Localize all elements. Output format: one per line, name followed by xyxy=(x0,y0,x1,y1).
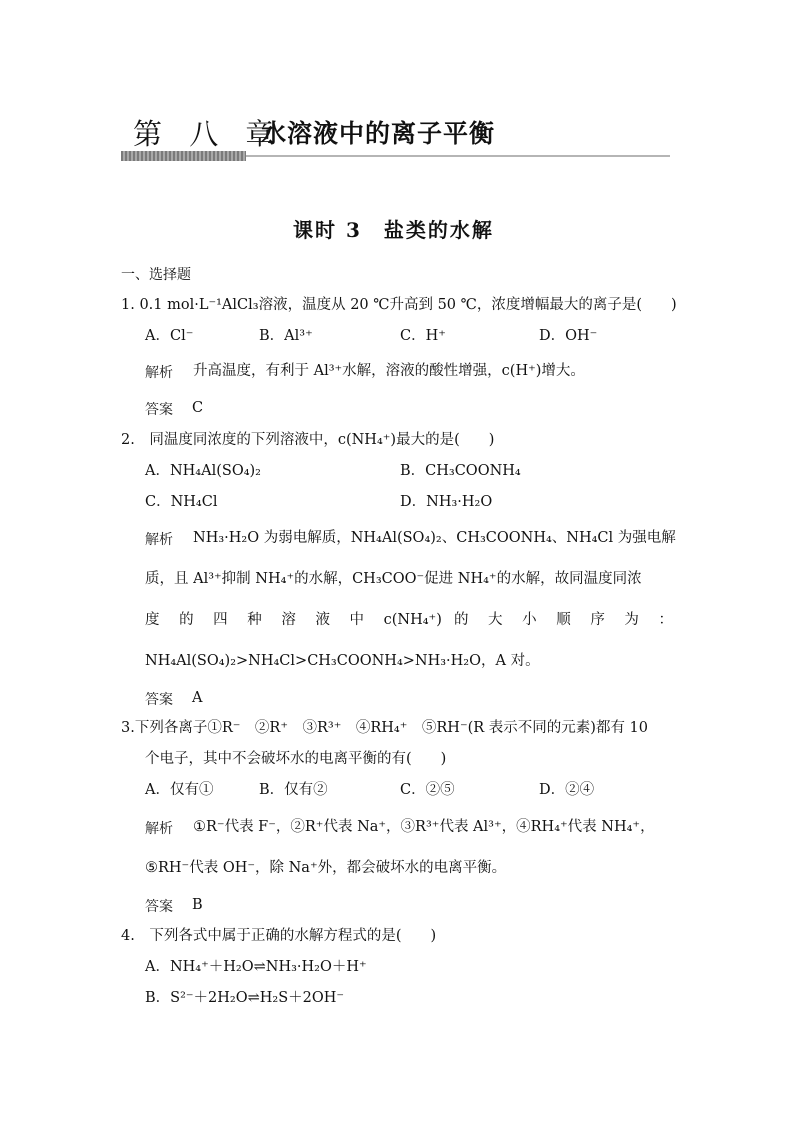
question-1-answer: C xyxy=(192,400,204,416)
question-2-option-d: D．NH₃·H₂O xyxy=(400,494,493,510)
question-2-option-a: A．NH₄Al(SO₄)₂ xyxy=(145,463,261,479)
question-3-analysis-line: ⑤RH⁻代表 OH⁻，除 Na⁺外，都会破坏水的电离平衡。 xyxy=(145,860,507,876)
question-1-answer-label: 答案 xyxy=(145,402,173,418)
question-1-option-c: C．H⁺ xyxy=(400,328,446,344)
header-rule-thick xyxy=(121,151,246,161)
question-1-option-a: A．Cl⁻ xyxy=(145,328,194,344)
question-2-answer-label: 答案 xyxy=(145,692,173,708)
question-3-stem-line: 3.下列各离子①R⁻ ②R⁺ ③R³⁺ ④RH₄⁺ ⑤RH⁻(R 表示不同的元素)都有 10 xyxy=(121,720,649,736)
question-3-stem-line: 个电子，其中不会破坏水的电离平衡的有( ) xyxy=(145,751,447,767)
question-2-analysis-label: 解析 xyxy=(145,532,173,548)
question-2-analysis-line: 度 的 四 种 溶 液 中 c(NH₄⁺) 的 大 小 顺 序 为 ： xyxy=(145,612,673,628)
question-4-option-b: B．S²⁻＋2H₂O⇌H₂S＋2OH⁻ xyxy=(145,990,345,1006)
section-title: 一、选择题 xyxy=(121,267,191,283)
question-4-option-a: A．NH₄⁺＋H₂O⇌NH₃·H₂O＋H⁺ xyxy=(145,959,367,975)
question-2-answer: A xyxy=(192,690,203,706)
chapter-title: 水溶液中的离子平衡 xyxy=(261,119,496,148)
question-1-analysis-label: 解析 xyxy=(145,365,173,381)
question-2-analysis-line: NH₄Al(SO₄)₂>NH₄Cl>CH₃COONH₄>NH₃·H₂O，A 对。 xyxy=(145,653,540,669)
chapter-label: 第 八 章 xyxy=(133,117,284,151)
question-1-option-d: D．OH⁻ xyxy=(539,328,598,344)
question-3-answer-label: 答案 xyxy=(145,899,173,915)
question-1-analysis: 升高温度，有利于 Al³⁺水解，溶液的酸性增强，c(H⁺)增大。 xyxy=(193,363,585,379)
question-3-answer: B xyxy=(192,897,203,913)
question-4-stem: 4. 下列各式中属于正确的水解方程式的是( ) xyxy=(121,928,437,944)
question-2-analysis-line: 质，且 Al³⁺抑制 NH₄⁺的水解，CH₃COO⁻促进 NH₄⁺的水解，故同温度同浓 xyxy=(145,571,642,587)
question-2-option-b: B．CH₃COONH₄ xyxy=(400,463,521,479)
lesson-title: 课时 3 盐类的水解 xyxy=(293,218,494,242)
question-3-analysis-line: ①R⁻代表 F⁻，②R⁺代表 Na⁺，③R³⁺代表 Al³⁺，④RH₄⁺代表 NH₄⁺， xyxy=(193,819,655,835)
question-2-option-c: C．NH₄Cl xyxy=(145,494,218,510)
question-3-option-a: A．仅有① xyxy=(145,782,214,798)
question-3-analysis-label: 解析 xyxy=(145,821,173,837)
question-2-stem: 2. 同温度同浓度的下列溶液中，c(NH₄⁺)最大的是( ) xyxy=(121,432,495,448)
question-1-stem: 1. 0.1 mol·L⁻¹AlCl₃溶液，温度从 20 ℃升高到 50 ℃，浓度增幅最大的离子是( ) xyxy=(121,297,677,313)
question-3-option-d: D．②④ xyxy=(539,782,595,798)
question-1-option-b: B．Al³⁺ xyxy=(259,328,313,344)
question-3-option-b: B．仅有② xyxy=(259,782,328,798)
header-rule-thin xyxy=(246,155,670,157)
question-2-analysis-line: NH₃·H₂O 为弱电解质，NH₄Al(SO₄)₂、CH₃COONH₄、NH₄Cl 为强电解 xyxy=(193,530,676,546)
question-3-option-c: C．②⑤ xyxy=(400,782,455,798)
